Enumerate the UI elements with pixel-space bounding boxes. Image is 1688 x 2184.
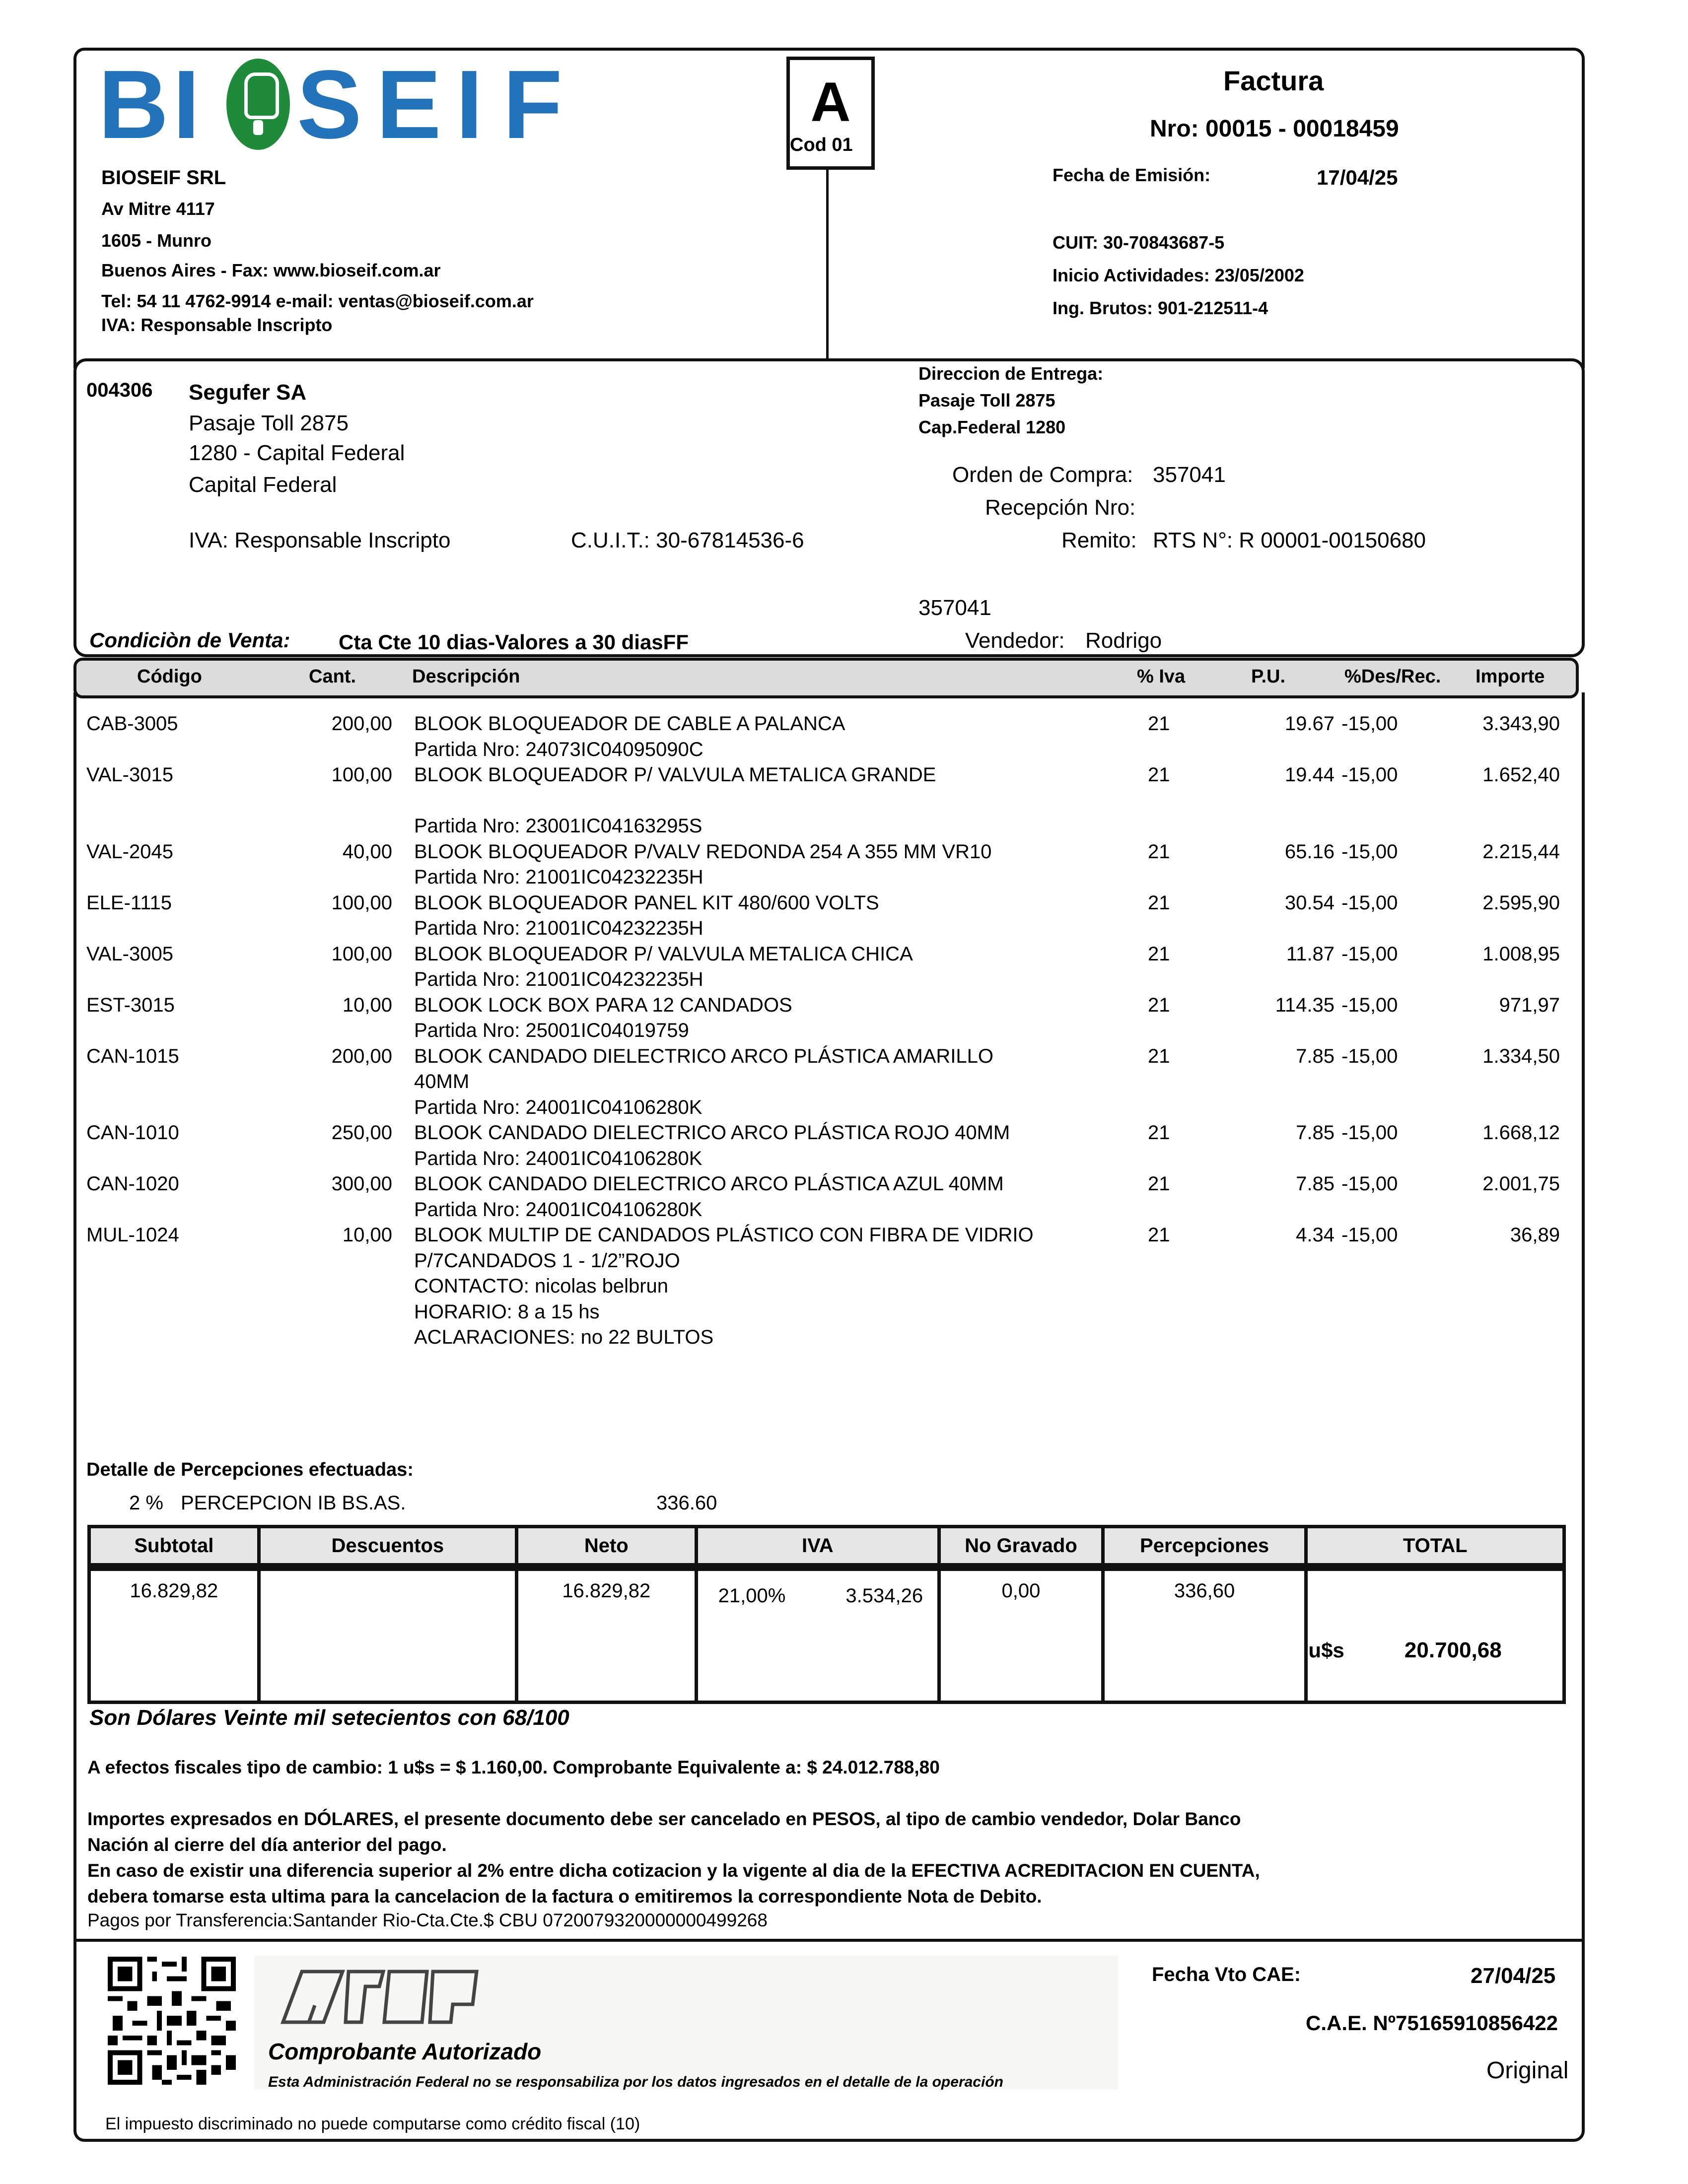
item-detail-line: CONTACTO: nicolas belbrun — [414, 1275, 669, 1297]
authorized-voucher: Comprobante Autorizado — [268, 2039, 542, 2064]
item-unit-price: 19.44 — [1284, 764, 1335, 786]
item-code: EST-3015 — [86, 994, 175, 1016]
totals-header-discounts: Descuentos — [259, 1527, 516, 1568]
item-code: CAB-3005 — [86, 713, 178, 735]
mask-icon — [226, 59, 290, 150]
item-discount: -15,00 — [1341, 1122, 1398, 1144]
order-reference: 357041 — [918, 596, 991, 620]
item-amount: 2.001,75 — [1482, 1173, 1560, 1195]
totals-table — [87, 1525, 1566, 1704]
item-qty: 300,00 — [331, 1173, 392, 1195]
item-unit-price: 19.67 — [1284, 713, 1335, 735]
item-iva: 21 — [1148, 943, 1170, 965]
remito-number: RTS N°: R 00001-00150680 — [1153, 528, 1426, 552]
legal-note-2: Nación al cierre del día anterior del pago. — [87, 1835, 447, 1855]
item-qty: 200,00 — [331, 713, 392, 735]
sale-condition-label: Condiciòn de Venta: — [89, 628, 290, 652]
item-amount: 971,97 — [1499, 994, 1560, 1016]
fiscal-credit-note: El impuesto discriminado no puede computarse como crédito fiscal (10) — [105, 2115, 640, 2133]
item-unit-price: 7.85 — [1296, 1045, 1335, 1067]
col-header-description: Descripción — [412, 666, 520, 687]
delivery-label: Direccion de Entrega: — [918, 363, 1104, 384]
invoice-code: Cod 01 — [790, 135, 853, 155]
item-qty: 40,00 — [342, 840, 392, 863]
issuer-gross-income: Ing. Brutos: 901-212511-4 — [1053, 298, 1268, 318]
item-description: BLOOK CANDADO DIELECTRICO ARCO PLÁSTICA ROJO 40MM — [414, 1122, 1010, 1144]
invoice-type-box — [786, 57, 875, 170]
perception-amount: 336.60 — [656, 1492, 717, 1514]
item-qty: 10,00 — [342, 1224, 392, 1246]
iva-rate: 21,00% — [718, 1585, 786, 1607]
item-detail-line: Partida Nro: 24001IC04106280K — [414, 1198, 703, 1221]
perception-name: PERCEPCION IB BS.AS. — [181, 1492, 406, 1514]
item-description: BLOOK CANDADO DIELECTRICO ARCO PLÁSTICA AZUL 40MM — [414, 1173, 1004, 1195]
item-code: CAN-1020 — [86, 1173, 179, 1195]
item-iva: 21 — [1148, 764, 1170, 786]
item-discount: -15,00 — [1341, 994, 1398, 1016]
legal-note-1: Importes expresados en DÓLARES, el presente documento debe ser cancelado en PESOS, al tipo de cambio vendedor, Dolar Banco — [87, 1809, 1241, 1829]
item-iva: 21 — [1148, 840, 1170, 863]
client-city: 1280 - Capital Federal — [189, 441, 405, 465]
item-detail-line: Partida Nro: 24073IC04095090C — [414, 738, 703, 760]
perceptions-title: Detalle de Percepciones efectuadas: — [86, 1459, 414, 1480]
item-detail-line: 40MM — [414, 1071, 470, 1092]
issuer-address: Av Mitre 4117 — [101, 199, 215, 219]
qr-code-icon — [107, 1957, 236, 2085]
client-name: Segufer SA — [189, 380, 307, 405]
item-amount: 36,89 — [1510, 1224, 1560, 1246]
item-iva: 21 — [1148, 1224, 1170, 1246]
iva-amount: 3.534,26 — [845, 1585, 923, 1607]
item-discount: -15,00 — [1341, 891, 1398, 914]
perception-rate: 2 % — [129, 1492, 163, 1514]
item-discount: -15,00 — [1341, 764, 1398, 786]
client-cuit: C.U.I.T.: 30-67814536-6 — [571, 528, 804, 552]
item-iva: 21 — [1148, 1122, 1170, 1144]
item-description: BLOOK BLOQUEADOR DE CABLE A PALANCA — [414, 713, 845, 735]
item-unit-price: 114.35 — [1275, 994, 1335, 1016]
item-amount: 1.334,50 — [1482, 1045, 1560, 1067]
item-unit-price: 65.16 — [1284, 840, 1335, 863]
item-amount: 3.343,90 — [1482, 713, 1560, 735]
item-iva: 21 — [1148, 1045, 1170, 1067]
total-currency: u$s — [1308, 1638, 1344, 1662]
issuer-start-date: Inicio Actividades: 23/05/2002 — [1053, 265, 1304, 285]
item-iva: 21 — [1148, 891, 1170, 914]
payment-info: Pagos por Transferencia:Santander Rio-Cta.Cte.$ CBU 0720079320000000499268 — [87, 1910, 768, 1930]
purchase-order-label: Orden de Compra: — [952, 463, 1133, 487]
discounts-value — [259, 1567, 516, 1703]
issue-date: 17/04/25 — [1317, 166, 1398, 189]
sale-condition: Cta Cte 10 dias-Valores a 30 diasFF — [339, 630, 689, 654]
issuer-city: 1605 - Munro — [101, 230, 212, 251]
seller-label: Vendedor: — [965, 628, 1065, 653]
issue-date-label: Fecha de Emisión: — [1053, 165, 1211, 185]
item-description: BLOOK BLOQUEADOR P/VALV REDONDA 254 A 355 MM VR10 — [414, 840, 992, 863]
item-amount: 2.595,90 — [1482, 891, 1560, 914]
afip-disclaimer: Esta Administración Federal no se responsabiliza por los datos ingresados en el detalle de la operación — [268, 2074, 1003, 2090]
item-description: BLOOK MULTIP DE CANDADOS PLÁSTICO CON FIBRA DE VIDRIO — [414, 1224, 1034, 1246]
issuer-contact: Tel: 54 11 4762-9914 e-mail: ventas@bioseif.com.ar — [101, 291, 534, 311]
item-qty: 250,00 — [331, 1122, 392, 1144]
total-amount: 20.700,68 — [1404, 1638, 1502, 1662]
item-code: VAL-3015 — [86, 764, 173, 786]
item-detail-line: P/7CANDADOS 1 - 1/2”ROJO — [414, 1249, 680, 1272]
no-gravado-value: 0,00 — [939, 1567, 1103, 1703]
item-amount: 1.668,12 — [1482, 1122, 1560, 1144]
item-qty: 10,00 — [342, 994, 392, 1016]
item-description: BLOOK BLOQUEADOR P/ VALVULA METALICA GRANDE — [414, 764, 936, 786]
item-amount: 1.008,95 — [1482, 943, 1560, 965]
item-detail-line: Partida Nro: 21001IC04232235H — [414, 866, 703, 888]
col-header-iva: % Iva — [1137, 666, 1186, 687]
remito-label: Remito: — [1061, 528, 1137, 552]
client-province: Capital Federal — [189, 473, 337, 497]
item-code: CAN-1010 — [86, 1122, 179, 1144]
item-qty: 100,00 — [331, 891, 392, 914]
item-qty: 100,00 — [331, 943, 392, 965]
item-description: BLOOK BLOQUEADOR P/ VALVULA METALICA CHICA — [414, 943, 913, 965]
item-unit-price: 11.87 — [1286, 943, 1335, 965]
footer-divider — [73, 1939, 1582, 1942]
totals-header-subtotal: Subtotal — [89, 1527, 259, 1568]
item-discount: -15,00 — [1341, 1173, 1398, 1195]
delivery-address: Pasaje Toll 2875 — [918, 390, 1055, 410]
purchase-order: 357041 — [1153, 463, 1226, 487]
item-detail-line: Partida Nro: 25001IC04019759 — [414, 1020, 689, 1041]
col-header-unit-price: P.U. — [1251, 666, 1286, 687]
col-header-qty: Cant. — [309, 666, 356, 687]
item-iva: 21 — [1148, 1173, 1170, 1195]
item-unit-price: 4.34 — [1296, 1224, 1335, 1246]
issuer-name: BIOSEIF SRL — [101, 167, 226, 189]
item-detail-line: HORARIO: 8 a 15 hs — [414, 1300, 600, 1323]
item-iva: 21 — [1148, 713, 1170, 735]
item-detail-line: ACLARACIONES: no 22 BULTOS — [414, 1326, 714, 1348]
exchange-rate-note: A efectos fiscales tipo de cambio: 1 u$s = $ 1.160,00. Comprobante Equivalente a: $ 24.012.788,80 — [87, 1757, 940, 1777]
item-detail-line: Partida Nro: 23001IC04163295S — [414, 815, 703, 837]
company-logo: B I S E I F — [98, 50, 563, 159]
seller-name: Rodrigo — [1085, 628, 1162, 653]
cae-due-label: Fecha Vto CAE: — [1152, 1964, 1301, 1985]
issuer-fax-web: Buenos Aires - Fax: www.bioseif.com.ar — [101, 260, 441, 280]
item-iva: 21 — [1148, 994, 1170, 1016]
totals-header-total: TOTAL — [1306, 1527, 1564, 1568]
item-detail-line: Partida Nro: 24001IC04106280K — [414, 1096, 703, 1118]
totals-header-net: Neto — [517, 1527, 697, 1568]
cae-number: C.A.E. Nº75165910856422 — [1306, 2011, 1558, 2035]
iva-cell — [696, 1567, 939, 1703]
issuer-cuit: CUIT: 30-70843687-5 — [1053, 232, 1225, 253]
item-unit-price: 30.54 — [1284, 891, 1335, 914]
delivery-city: Cap.Federal 1280 — [918, 417, 1066, 437]
client-iva: IVA: Responsable Inscripto — [189, 528, 451, 552]
item-discount: -15,00 — [1341, 943, 1398, 965]
copy-label: Original — [1486, 2057, 1569, 2084]
afip-logo-icon — [278, 1969, 516, 2030]
document-type: Factura — [1223, 65, 1324, 96]
item-description: BLOOK CANDADO DIELECTRICO ARCO PLÁSTICA AMARILLO — [414, 1045, 993, 1067]
legal-note-3: En caso de existir una diferencia superior al 2% entre dicha cotizacion y la vigente al dia de la EFECTIVA ACREDITACION EN CUENTA, — [87, 1860, 1260, 1881]
item-code: VAL-3005 — [86, 943, 173, 965]
net-value: 16.829,82 — [517, 1567, 697, 1703]
invoice-number: Nro: 00015 - 00018459 — [1150, 116, 1399, 142]
cae-due-date: 27/04/25 — [1471, 1964, 1556, 1988]
totals-header-iva: IVA — [696, 1527, 939, 1568]
perceptions-value: 336,60 — [1103, 1567, 1306, 1703]
total-cell — [1306, 1567, 1564, 1703]
item-amount: 1.652,40 — [1482, 764, 1560, 786]
item-code: VAL-2045 — [86, 840, 173, 863]
item-description: BLOOK LOCK BOX PARA 12 CANDADOS — [414, 994, 792, 1016]
item-discount: -15,00 — [1341, 840, 1398, 863]
item-discount: -15,00 — [1341, 713, 1398, 735]
invoice-letter: A — [810, 71, 851, 133]
client-code: 004306 — [86, 379, 153, 401]
col-header-code: Código — [137, 666, 202, 687]
amount-in-words: Son Dólares Veinte mil setecientos con 68/100 — [89, 1706, 569, 1730]
item-detail-line: Partida Nro: 21001IC04232235H — [414, 968, 703, 990]
item-qty: 100,00 — [331, 764, 392, 786]
item-detail-line: Partida Nro: 21001IC04232235H — [414, 917, 703, 939]
issuer-iva: IVA: Responsable Inscripto — [101, 315, 333, 335]
item-amount: 2.215,44 — [1482, 840, 1560, 863]
totals-header-perceptions: Percepciones — [1103, 1527, 1306, 1568]
reception-label: Recepción Nro: — [985, 495, 1136, 520]
item-discount: -15,00 — [1341, 1045, 1398, 1067]
item-unit-price: 7.85 — [1296, 1122, 1335, 1144]
item-detail-line: Partida Nro: 24001IC04106280K — [414, 1147, 703, 1169]
subtotal-value: 16.829,82 — [89, 1567, 259, 1703]
item-unit-price: 7.85 — [1296, 1173, 1335, 1195]
header-divider — [826, 166, 829, 361]
col-header-discount: %Des/Rec. — [1344, 666, 1441, 687]
item-discount: -15,00 — [1341, 1224, 1398, 1246]
legal-note-4: debera tomarse esta ultima para la cancelacion de la factura o emitiremos la correspondiente Nota de Debito. — [87, 1886, 1042, 1907]
client-address: Pasaje Toll 2875 — [189, 411, 349, 435]
totals-header-no-gravado: No Gravado — [939, 1527, 1103, 1568]
item-qty: 200,00 — [331, 1045, 392, 1067]
item-code: CAN-1015 — [86, 1045, 179, 1067]
item-code: MUL-1024 — [86, 1224, 179, 1246]
item-code: ELE-1115 — [86, 891, 172, 914]
item-description: BLOOK BLOQUEADOR PANEL KIT 480/600 VOLTS — [414, 891, 879, 914]
col-header-amount: Importe — [1476, 666, 1545, 687]
